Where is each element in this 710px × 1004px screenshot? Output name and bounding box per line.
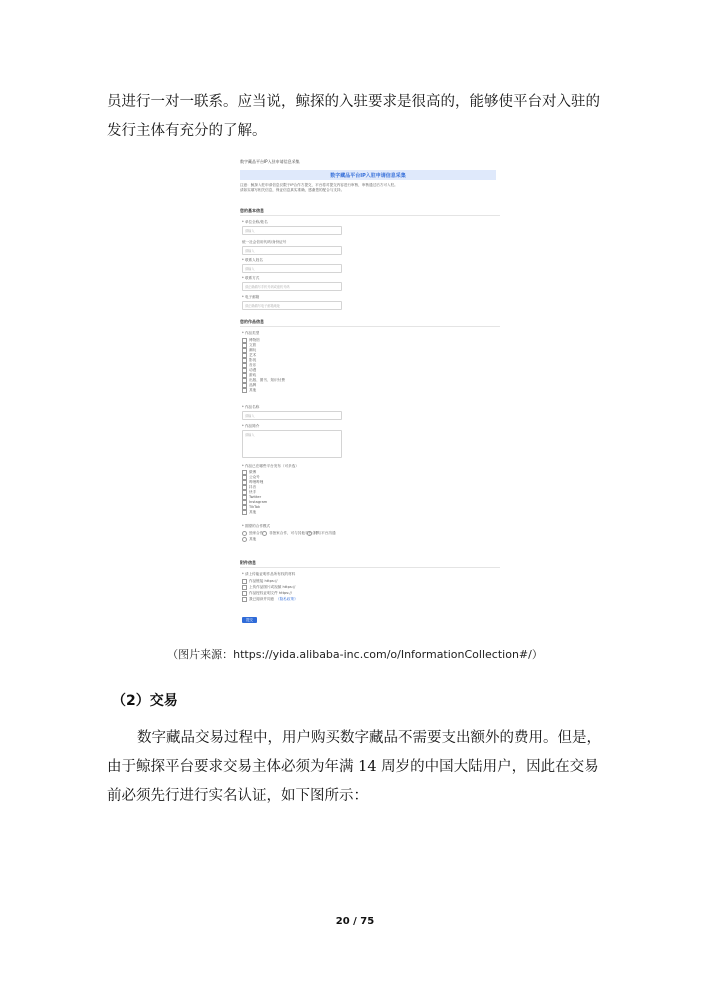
- divider: [240, 326, 500, 327]
- work-desc-label: * 作品简介: [242, 424, 260, 428]
- cooperation-option[interactable]: 待与平台沟通: [307, 531, 336, 536]
- category-option[interactable]: 游戏: [242, 373, 256, 378]
- section-work-info: 您的作品信息: [240, 319, 264, 324]
- platform-option[interactable]: 微博: [242, 470, 256, 475]
- category-option[interactable]: 音乐: [242, 363, 256, 368]
- work-name-label: * 作品名称: [242, 405, 260, 409]
- screenshot-banner-title: 数字藏品平台IP入驻申请信息采集: [330, 173, 406, 179]
- category-option[interactable]: 动漫: [242, 368, 256, 373]
- category-option[interactable]: 出版、图书、知识付费: [242, 378, 285, 383]
- platform-option[interactable]: Twitter: [242, 495, 261, 500]
- section-upload: 附件信息: [240, 560, 256, 565]
- category-option[interactable]: 品牌: [242, 383, 256, 388]
- phone-input[interactable]: 请正确填写手机号码或座机号码: [242, 282, 342, 291]
- category-option[interactable]: 潮玩: [242, 348, 256, 353]
- screenshot-banner: [240, 170, 496, 180]
- notice-line: 请如实填写相关信息，保证信息真实准确，感谢您的配合与支持。: [240, 188, 345, 192]
- upload-label: * 请上传能证明作品所有权的材料: [242, 572, 296, 576]
- agree-option[interactable]: 我已阅读并同意 《隐私政策》: [242, 597, 298, 602]
- field-label: * 单位全称/姓名: [242, 220, 268, 224]
- platform-option[interactable]: 抖音: [242, 485, 256, 490]
- platform-label: * 作品已在哪些平台发布（可多选）: [242, 464, 299, 468]
- divider: [240, 215, 500, 216]
- field-label: * 联系方式: [242, 276, 260, 280]
- field-label: * 电子邮箱: [242, 295, 260, 299]
- link-option[interactable]: 上传作品图片或视频 https://: [242, 585, 295, 590]
- divider: [240, 567, 500, 568]
- section-basic-info: 您的基本信息: [240, 208, 264, 213]
- org-name-input[interactable]: 请输入: [242, 226, 342, 235]
- contact-name-input[interactable]: 请输入: [242, 264, 342, 273]
- work-name-input[interactable]: 请输入: [242, 411, 342, 420]
- platform-option[interactable]: 哔哩哔哩: [242, 480, 263, 485]
- submit-button[interactable]: 提交: [242, 617, 257, 623]
- cooperation-option[interactable]: 独家合作: [242, 531, 263, 536]
- id-code-input[interactable]: 请输入: [242, 246, 342, 255]
- platform-option[interactable]: 其他: [242, 510, 256, 515]
- cooperation-option[interactable]: 非独家合作，可与其他平台合作: [262, 531, 319, 536]
- intro-paragraph: 员进行一对一联系。应当说，鲸探的入驻要求是很高的，能够使平台对入驻的发行主体有充分的了解。: [107, 94, 600, 139]
- category-option[interactable]: 其他: [242, 388, 256, 393]
- image-caption: （图片来源：https://yida.alibaba-inc.com/o/InformationCollection#/）: [167, 648, 543, 661]
- notice-line: 注意：鲸探入驻申请信息仅限于IP合作方提交，平台将对提交内容进行审核，审核通过后方可入驻。: [240, 183, 398, 187]
- category-option[interactable]: 影视: [242, 358, 256, 363]
- screenshot-notice: [240, 183, 496, 193]
- form-screenshot: [232, 156, 500, 628]
- category-option[interactable]: 博物馆: [242, 338, 260, 343]
- screenshot-doc-title: 数字藏品平台IP入驻申请信息采集: [240, 159, 300, 164]
- link-option[interactable]: 作品链接 https://: [242, 579, 277, 584]
- privacy-link[interactable]: 《隐私政策》: [276, 597, 298, 601]
- link-option[interactable]: 作品授权证明文件 https://: [242, 591, 292, 596]
- work-desc-textarea[interactable]: 请输入: [242, 430, 342, 458]
- category-option[interactable]: 艺术: [242, 353, 256, 358]
- email-input[interactable]: 请正确填写电子邮箱地址: [242, 301, 342, 310]
- cooperation-label: * 期望的合作模式: [242, 524, 271, 528]
- category-label: * 作品类型: [242, 331, 260, 335]
- field-label: 统一社会信用代码/身份证号: [242, 240, 287, 244]
- category-option[interactable]: 文旅: [242, 343, 256, 348]
- section-heading: （2）交易: [112, 693, 178, 709]
- body-paragraph: 数字藏品交易过程中，用户购买数字藏品不需要支出额外的费用。但是，由于鲸探平台要求交易主体必须为年满 14 周岁的中国大陆用户，因此在交易前必须先行进行实名认证，如下图所示：: [107, 730, 601, 804]
- platform-option[interactable]: 快手: [242, 490, 256, 495]
- platform-option[interactable]: TikTok: [242, 505, 260, 510]
- platform-option[interactable]: 公众号: [242, 475, 260, 480]
- platform-option[interactable]: Instagram: [242, 500, 267, 505]
- cooperation-option[interactable]: 其他: [242, 537, 256, 542]
- page-number: 20 / 75: [335, 916, 375, 927]
- field-label: * 联系人姓名: [242, 258, 263, 262]
